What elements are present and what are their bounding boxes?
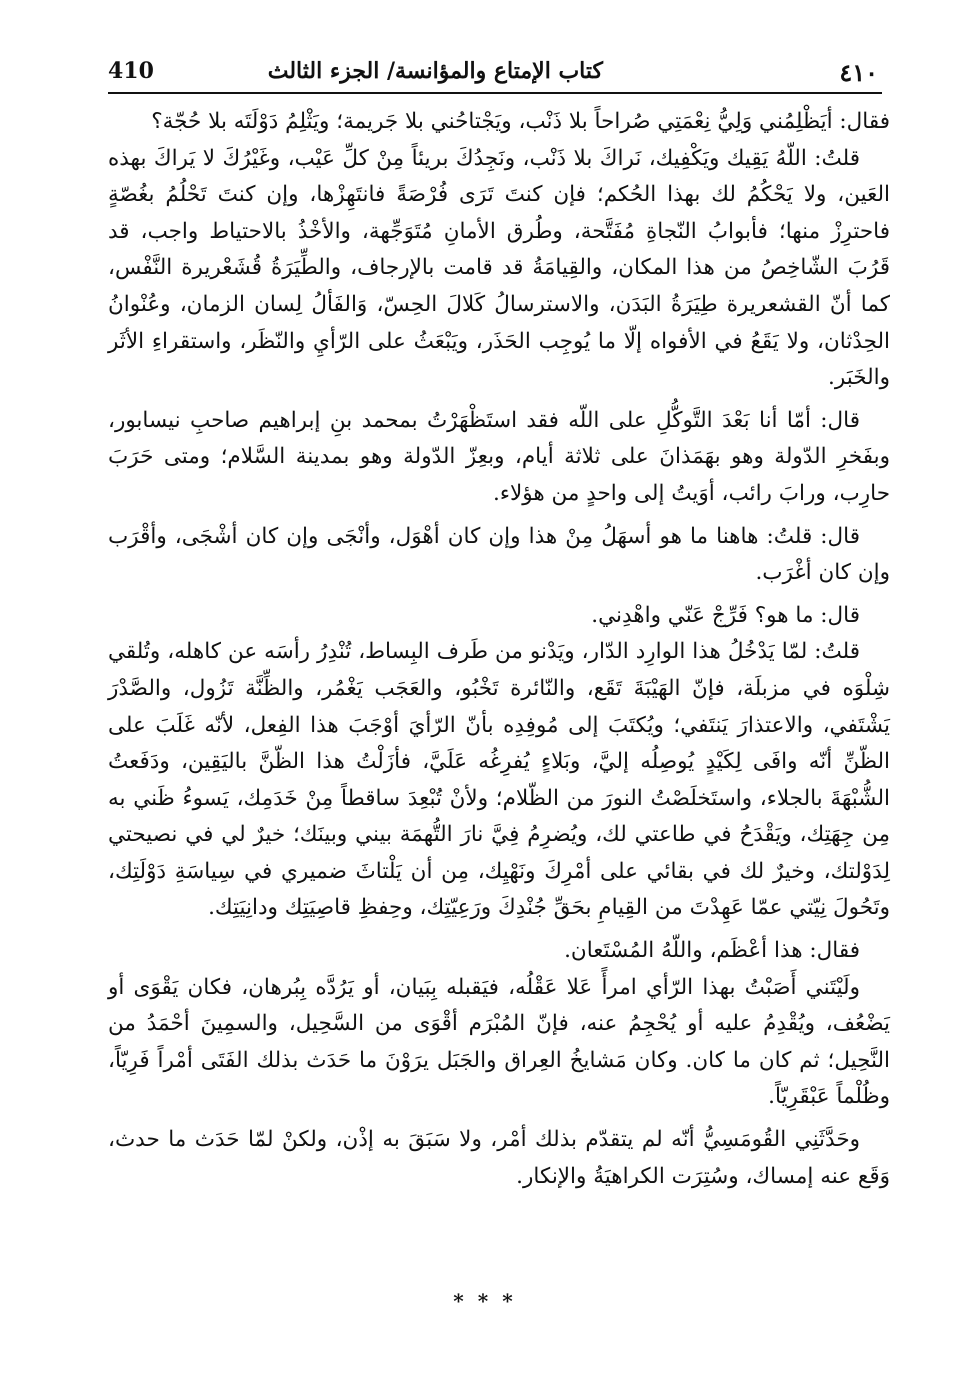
- paragraph: قال: قلتُ: هاهنا ما هو أسهَلُ مِنْ هذا وإن كان أهْوَل، وأنْجَى وإن كان أشْجَى، وأقْرَب وإن كان أغْرَب.: [108, 523, 890, 586]
- page-number-latin: 410: [108, 58, 154, 84]
- paragraph: قلتُ: لمّا يَدْخُلُ هذا الوارِد الدّار، ويَدْنو من طَرف البِساط، تُنْدِرُ رأسَه عن كاهله، وتُلقي شِلْوَه في مزبلَة، فإنّ الهَيْبَةَ تَقَع، والنّائرة تَخْبُو، والعَجَب يَغْمُر، والظِّنَّة تَزُول، والصَّدْرَ يَشْتَفي، والاعتذارَ يَنتَفي؛ ويُكتَبَ إلى مُوفِدِه بأنّ الرّأيَ أوْجَبَ هذا الفِعل، لأنّه غَلَبَ على الظّنِّ أنّه وافَى لِكَيْدٍ يُوصِلُه إليَّ، وبَلاءٍ يُفرِغُه عَلَيَّ، فأزَلْتُ هذا الظّنَّ باليَقِين، ودَفَعتُ الشُّبْهَةَ بالجلاء، واستَخلَصْتُ النورَ من الظّلام؛ ولأنْ تُبْعِدَ ساقطاً مِنْ خَدَمِك، يَسوءُ ظَني به مِن جِهَتِك، ويَقْدَحُ في طاعتي لك، ويُضرِمُ فِيَّ نارَ التُّهمَة بيني وبينَك؛ خيرٌ لي في نصيحتي لِدَوْلتك، وخيرٌ لك في بقائي على أمْرِكَ ونَهْيِك، مِن أن يَلْتاثَ ضميري في سِياسَةِ دَوْلَتِك، وتَحُولَ نِيّتي عمّا عَهِدْتَ من القِيامِ بحَقِّ جُنْدِكَ ورَعِيّتِك، وحِفظِ قاصِيَتِك ودانِيَتِك.: [108, 639, 890, 921]
- paragraph: قلتُ: اللّهُ يَقِيك ويَكْفِيك، نَراكَ بلا ذَنْب، ونَجِدُكَ بريئاً مِنْ كلِّ عَيْب، وغَيْرُكَ لا يَراكَ بهذه العَين، ولا يَحْكُمُ لك بهذا الحُكم؛ فإن كنتَ تَرَى فُرْصَةً فانتَهِزْها، وإن كنتَ تَحْلُمُ بغُصّةٍ فاحترِزْ منها؛ فأبوابُ النّجاةِ مُفَتَّحة، وطُرق الأمانِ مُتَوَجِّهة، والأخْذُ بالاحتياط واجب، قد قَرُبَ الشّاخِصُ من هذا المكان، والقِيامَةُ قد قامت بالإرجاف، والطِّيَرَةُ قُشَعْريرة النَّفْس، كما أنّ القشعريرة طِيَرَةُ البَدَن، والاسترسالُ كَلالَ الحِسّ، وَالفَألُ لِسان الزمان، وعُنْوانُ الحِدْثان، ولا يَقَعُ في الأفواه إلّا ما يُوجِب الحَذَر، ويَبْعَثُ على الرّأيِ والنّظَر، واستقراءِ الأثَر والخَبَر.: [108, 145, 890, 391]
- page-body: [108, 104, 890, 1195]
- paragraph: قال: ما هو؟ فَرِّجْ عَنّي واهْدِني.: [591, 602, 860, 628]
- header-rule: [108, 92, 882, 94]
- page-number-arabic: ٤١٠: [839, 58, 878, 87]
- running-title: كتاب الإمتاع والمؤانسة/ الجزء الثالث: [267, 58, 603, 84]
- paragraph: ولَيْتَني أَصَبْتُ بهذا الرّأي امرأً عَلا عَقْلُه، فيَقبله بِبَيان، أو يَرُدَّه بِبُرهان، فكان يَقْوَى أو يَضْعُف، ويُقْدِمُ عليه أو يُحْجِمُ عنه، فإنّ المُبْرَم أقْوَى من السَّحِيل، والسمِينَ أحْمَدُ من النَّحِيل؛ ثم كان ما كان. وكان مَشايخُ العِراق والجَبَل يرَوْنَ ما حَدَث بذلك الفَتَى أمْراً فَرِيّاً، وظُلْماً عَبْقَرِيّاً.: [108, 974, 890, 1110]
- paragraph: فقال: هذا أعْظَم، واللّهُ المُسْتَعان.: [564, 938, 860, 964]
- paragraph: قال: أمّا أنا بَعْدَ التَّوكُّلِ على اللّه فقد استَظْهَرْتُ بمحمد بنِ إبراهيم صاحبِ نيسابور، وبفَخرِ الدّولة وهو بهَمَذانَ على ثلاثة أيام، وبعِزّ الدّولة وهو بمدينة السَّلام؛ ومتى حَرَبَ حارِب، ورابَ رائب، أوَيتُ إلى واحدٍ من هؤلاء.: [108, 407, 890, 506]
- section-separator: ***: [453, 1289, 527, 1313]
- page-header: [108, 52, 878, 92]
- paragraph: فقال: أيَظْلِمُني وَلِيُّ نِعْمَتِي صُراحاً بلا ذَنْب، ويَجْتاحُني بلا جَريمة؛ ويَثْلِمُ دَوْلَتَه بلا حُجّة؟: [151, 109, 890, 134]
- paragraph: وحَدَّثَنِي القُومَسِيُّ أنّه لم يتقدّم بذلك أمْر، ولا سَبَقَ به إذْن، ولكنْ لمّا حَدَث ما حدث، وَقَع عنه إمساك، وسُتِرَت الكراهيَةُ والإنكار.: [108, 1127, 890, 1189]
